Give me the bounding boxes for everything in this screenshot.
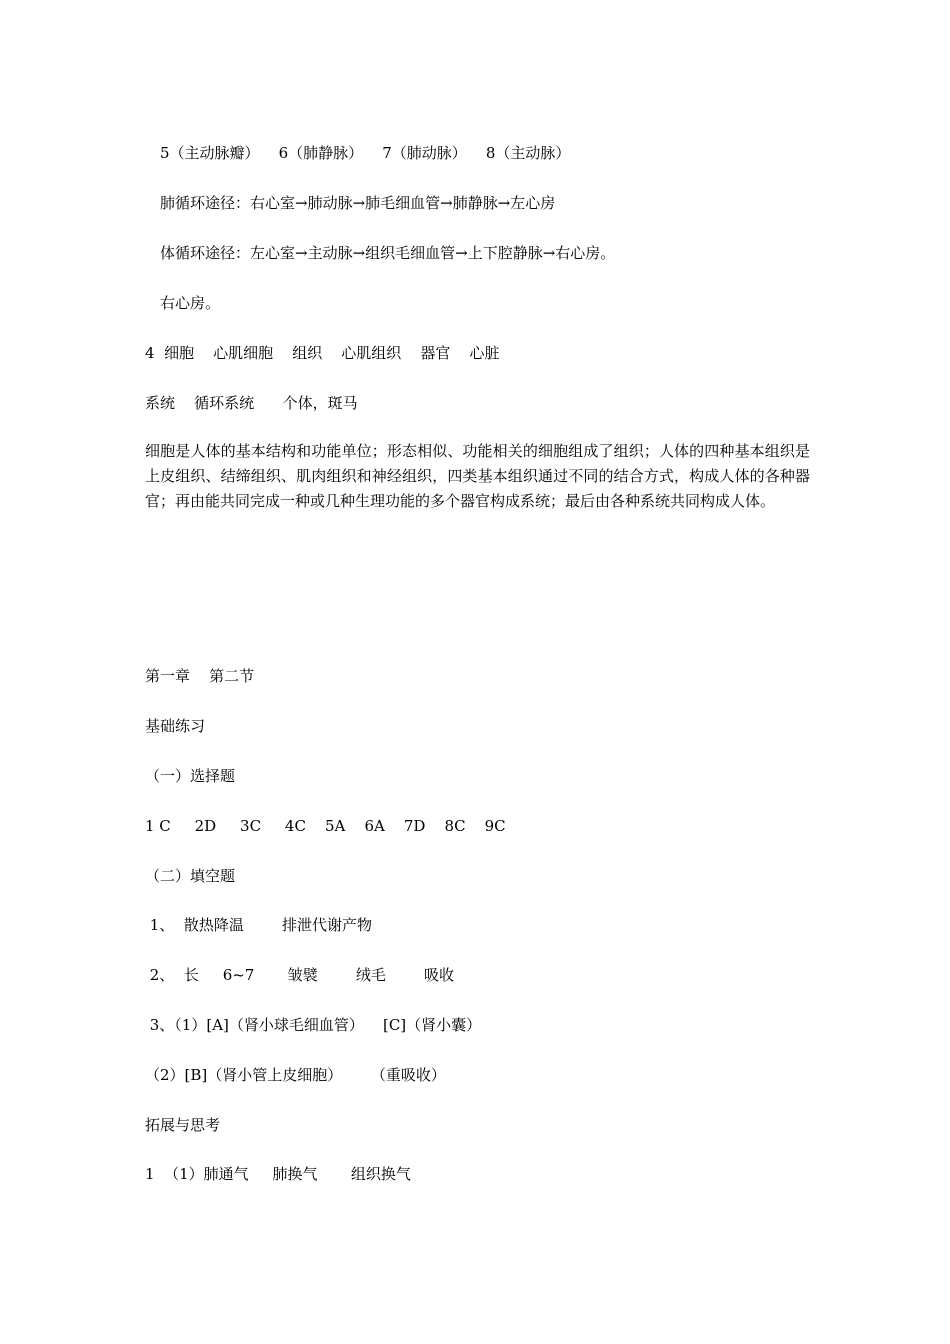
pulmonary-circulation-line: 肺循环途径：右心室→肺动脉→肺毛细血管→肺静脉→左心房 — [160, 194, 556, 212]
multiple-choice-heading: （一）选择题 — [145, 767, 236, 785]
fill-blank-heading: （二）填空题 — [145, 867, 236, 885]
chapter-section-heading: 第一章 第二节 — [145, 667, 255, 685]
right-atrium-line: 右心房。 — [160, 294, 221, 312]
answer-line-5-8: 5（主动脉瓣） 6（肺静脉） 7（肺动脉） 8（主动脉） — [160, 144, 571, 162]
systemic-circulation-line: 体循环途径：左心室→主动脉→组织毛细血管→上下腔静脉→右心房。 — [160, 244, 616, 262]
extension-answer-1: 1 （1）肺通气 肺换气 组织换气 — [145, 1165, 411, 1183]
fill-blank-answer-3: 3、（1）[A]（肾小球毛细血管） [C]（肾小囊） — [145, 1016, 482, 1034]
body-organization-paragraph: 细胞是人体的基本结构和功能单位；形态相似、功能相关的细胞组成了组织；人体的四种基本组织是上皮组织、结缔组织、肌肉组织和神经组织，四类基本组织通过不同的结合方式，构成人体的各种器官；再由能共同完成一种或几种生理功能的多个器官构成系统；最后由各种系统共同构成人体。 — [145, 442, 810, 510]
basic-exercise-heading: 基础练习 — [145, 717, 206, 735]
extension-heading: 拓展与思考 — [145, 1116, 221, 1134]
answer-line-4: 4 细胞 心肌细胞 组织 心肌组织 器官 心脏 — [145, 344, 500, 362]
fill-blank-answer-3-2: （2）[B]（肾小管上皮细胞） （重吸收） — [145, 1066, 446, 1084]
multiple-choice-answers: 1 C 2D 3C 4C 5A 6A 7D 8C 9C — [145, 817, 506, 835]
fill-blank-answer-2: 2、 长 6~7 皱襞 绒毛 吸收 — [145, 966, 455, 984]
fill-blank-answer-1: 1、 散热降温 排泄代谢产物 — [145, 916, 372, 934]
system-line: 系统 循环系统 个体，斑马 — [145, 394, 358, 412]
